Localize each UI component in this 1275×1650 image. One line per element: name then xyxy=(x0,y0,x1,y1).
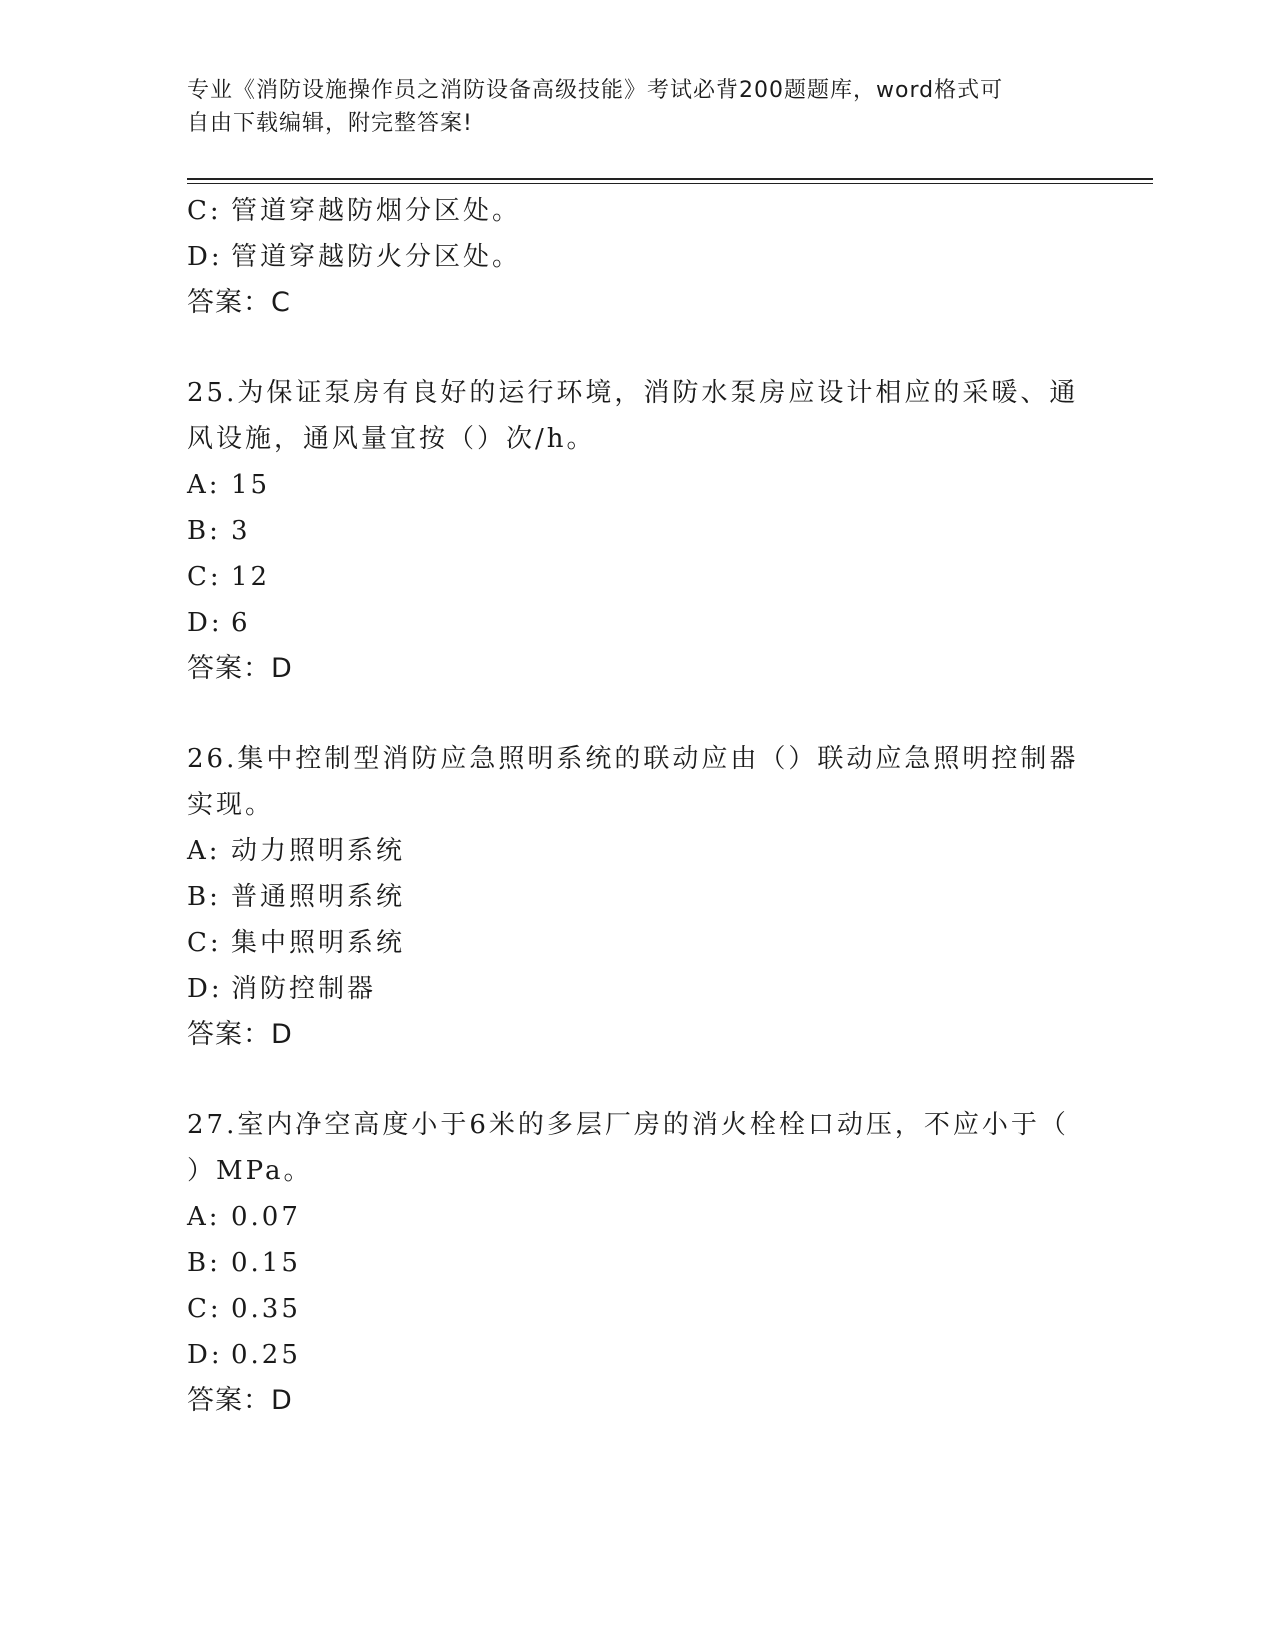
question-stem-line-1: 27.室内净空高度小于6米的多层厂房的消火栓栓口动压，不应小于（ xyxy=(187,1110,1069,1140)
question-stem-line-2: 实现。 xyxy=(187,790,275,820)
header-title-line-1: 专业《消防设施操作员之消防设备高级技能》考试必背200题题库，word格式可 xyxy=(187,78,1004,103)
question-stem-line-1: 26.集中控制型消防应急照明系统的联动应由（）联动应急照明控制器 xyxy=(187,744,1079,774)
answer-line: 答案：D xyxy=(187,1019,293,1050)
question-25 xyxy=(187,370,1087,692)
question-stem-line-2: ）MPa。 xyxy=(187,1156,313,1186)
answer-line: 答案：D xyxy=(187,653,293,684)
option-b: B: 普通照明系统 xyxy=(187,882,406,912)
option-d: D: 6 xyxy=(187,608,251,638)
option-d: D: 0.25 xyxy=(187,1340,301,1370)
header-title-line-2: 自由下载编辑，附完整答案! xyxy=(187,111,473,136)
document-body xyxy=(187,188,1087,1424)
option-b: B: 3 xyxy=(187,516,251,546)
question-stem-line-2: 风设施，通风量宜按（）次/h。 xyxy=(187,424,596,454)
option-a: A: 0.07 xyxy=(187,1202,301,1232)
option-b: B: 0.15 xyxy=(187,1248,301,1278)
option-c: C: 管道穿越防烟分区处。 xyxy=(187,196,522,226)
option-a: A: 动力照明系统 xyxy=(187,836,406,866)
answer-line: 答案：C xyxy=(187,287,291,318)
question-continued xyxy=(187,188,1087,326)
header-double-rule xyxy=(187,178,1153,184)
question-26 xyxy=(187,736,1087,1058)
option-c: C: 0.35 xyxy=(187,1294,301,1324)
document-header xyxy=(187,74,1067,140)
question-stem-line-1: 25.为保证泵房有良好的运行环境，消防水泵房应设计相应的采暖、通 xyxy=(187,378,1079,408)
option-c: C: 集中照明系统 xyxy=(187,928,406,958)
option-d: D: 管道穿越防火分区处。 xyxy=(187,242,522,272)
option-d: D: 消防控制器 xyxy=(187,974,377,1004)
question-27 xyxy=(187,1102,1087,1424)
option-c: C: 12 xyxy=(187,562,271,592)
answer-line: 答案：D xyxy=(187,1385,293,1416)
option-a: A: 15 xyxy=(187,470,271,500)
